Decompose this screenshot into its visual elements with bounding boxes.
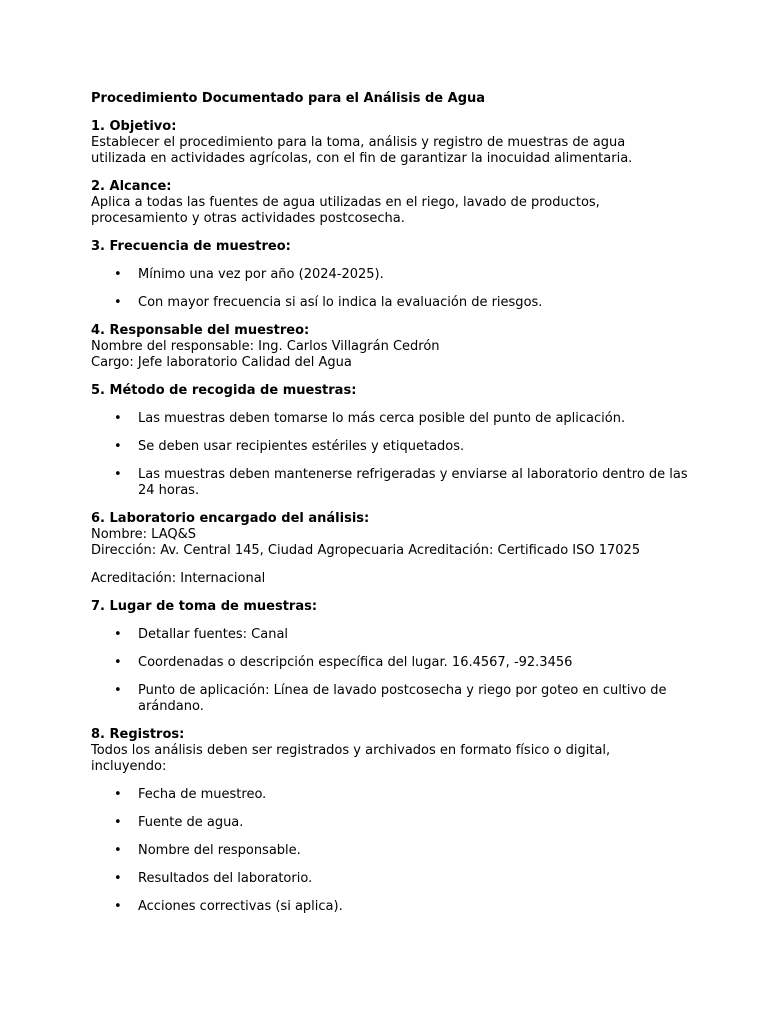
bullet-icon: •: [114, 439, 122, 454]
paragraph-line: Nombre del responsable: Ing. Carlos Villagrán Cedrón: [91, 339, 440, 354]
list-item-text: Resultados del laboratorio.: [138, 871, 313, 886]
list-item-text: Se deben usar recipientes estériles y etiquetados.: [138, 439, 465, 454]
list-item-text: Las muestras deben tomarse lo más cerca posible del punto de aplicación.: [138, 411, 626, 426]
paragraph-line: Dirección: Av. Central 145, Ciudad Agropecuaria Acreditación: Certificado ISO 17025: [91, 543, 641, 558]
bullet-list: [91, 627, 691, 715]
section-heading: 2. Alcance:: [91, 179, 172, 194]
paragraph-line: Nombre: LAQ&S: [91, 527, 196, 542]
bullet-list: [91, 267, 691, 311]
list-item: [91, 627, 691, 643]
list-item-text: Mínimo una vez por año (2024-2025).: [138, 267, 384, 282]
section-heading: 3. Frecuencia de muestreo:: [91, 239, 291, 254]
section-heading: 6. Laboratorio encargado del análisis:: [91, 511, 370, 526]
list-item-text: Nombre del responsable.: [138, 843, 301, 858]
section-responsable: [91, 323, 691, 371]
section-frecuencia: [91, 239, 691, 311]
list-item: [91, 683, 691, 715]
bullet-icon: •: [114, 787, 122, 802]
list-item: [91, 655, 691, 671]
list-item: [91, 411, 691, 427]
paragraph-line: Aplica a todas las fuentes de agua utilizadas en el riego, lavado de productos,: [91, 195, 600, 210]
bullet-icon: •: [114, 871, 122, 886]
list-item: [91, 467, 691, 499]
document-title: Procedimiento Documentado para el Análisis de Agua: [91, 91, 486, 106]
bullet-icon: •: [114, 267, 122, 282]
bullet-icon: •: [114, 627, 122, 642]
document-body: [91, 91, 691, 927]
bullet-icon: •: [114, 683, 122, 698]
section-heading: 1. Objetivo:: [91, 119, 177, 134]
section-metodo: [91, 383, 691, 499]
list-item: [91, 899, 691, 915]
list-item-text: Punto de aplicación: Línea de lavado postcosecha y riego por goteo en cultivo de arándano.: [138, 683, 667, 714]
section-registros: [91, 727, 691, 915]
bullet-icon: •: [114, 411, 122, 426]
bullet-icon: •: [114, 655, 122, 670]
list-item-text: Con mayor frecuencia si así lo indica la evaluación de riesgos.: [138, 295, 543, 310]
paragraph-line: Todos los análisis deben ser registrados y archivados en formato físico o digital,: [91, 743, 611, 758]
paragraph-line: procesamiento y otras actividades postcosecha.: [91, 211, 405, 226]
section-heading: 5. Método de recogida de muestras:: [91, 383, 357, 398]
bullet-list: [91, 411, 691, 499]
list-item: [91, 815, 691, 831]
paragraph-line: incluyendo:: [91, 759, 167, 774]
list-item-text: Acciones correctivas (si aplica).: [138, 899, 343, 914]
list-item: [91, 439, 691, 455]
bullet-list: [91, 787, 691, 915]
list-item-text: Coordenadas o descripción específica del lugar. 16.4567, -92.3456: [138, 655, 573, 670]
list-item-text: Fecha de muestreo.: [138, 787, 267, 802]
bullet-icon: •: [114, 467, 122, 482]
section-objetivo: [91, 119, 691, 167]
list-item: [91, 295, 691, 311]
list-item: [91, 267, 691, 283]
bullet-icon: •: [114, 815, 122, 830]
section-lugar: [91, 599, 691, 715]
list-item-text: Detallar fuentes: Canal: [138, 627, 289, 642]
section-heading: 4. Responsable del muestreo:: [91, 323, 310, 338]
list-item: [91, 871, 691, 887]
paragraph-line: Cargo: Jefe laboratorio Calidad del Agua: [91, 355, 352, 370]
paragraph-line: Establecer el procedimiento para la toma, análisis y registro de muestras de agua: [91, 135, 626, 150]
paragraph-line: Acreditación: Internacional: [91, 571, 266, 586]
bullet-icon: •: [114, 899, 122, 914]
section-heading: 8. Registros:: [91, 727, 185, 742]
list-item: [91, 787, 691, 803]
section-laboratorio: [91, 511, 691, 587]
list-item: [91, 843, 691, 859]
bullet-icon: •: [114, 843, 122, 858]
section-alcance: [91, 179, 691, 227]
list-item-text: Las muestras deben mantenerse refrigeradas y enviarse al laboratorio dentro de las 24 horas.: [138, 467, 688, 498]
list-item-text: Fuente de agua.: [138, 815, 244, 830]
paragraph-line: utilizada en actividades agrícolas, con el fin de garantizar la inocuidad alimentaria.: [91, 151, 633, 166]
bullet-icon: •: [114, 295, 122, 310]
section-heading: 7. Lugar de toma de muestras:: [91, 599, 318, 614]
